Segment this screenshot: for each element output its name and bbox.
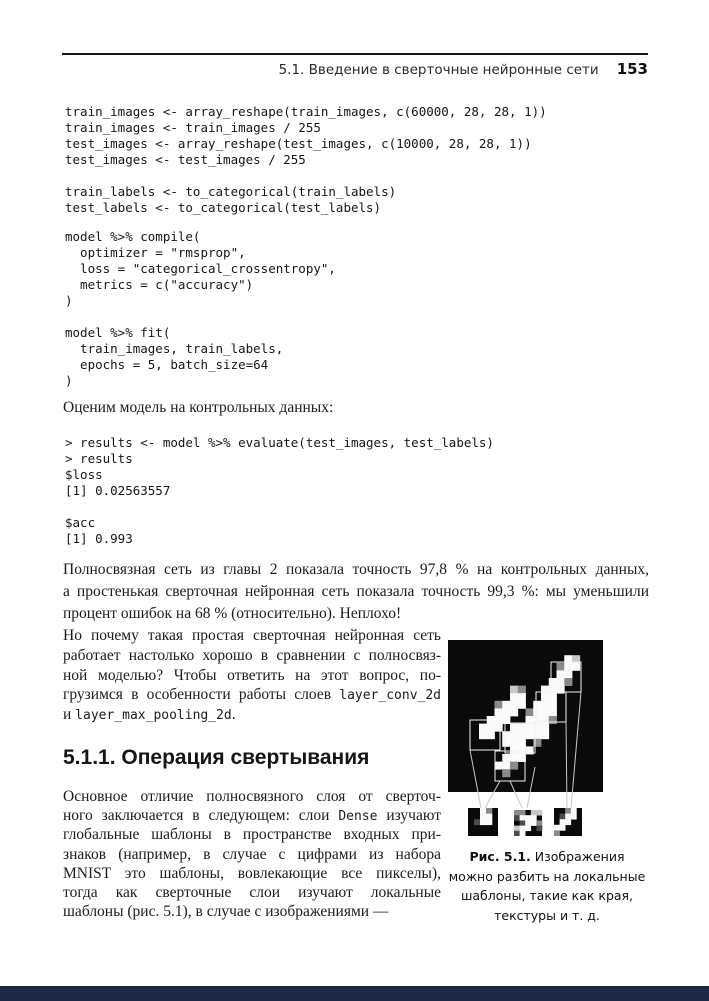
figure-caption: Рис. 5.1. Изображения можно разбить на локальные шаблоны, такие как края, текстуры и т. д. bbox=[448, 849, 646, 923]
running-head: 5.1. Введение в сверточные нейронные сети bbox=[278, 62, 599, 78]
code-block-evaluate-output: > results <- model %>% evaluate(test_images, test_labels) > results $loss [1] 0.02563557 $acc [1] 0.993 bbox=[65, 435, 494, 546]
section-heading: 5.1.1. Операция свертывания bbox=[63, 745, 370, 769]
para-accuracy: Полносвязная сеть из главы 2 показала точность 97,8 % на контрольных данных, а простенькая сверточная нейронная сеть показала точность 99,3 %: мы уменьшили процент ошибок на 68 % (относительно). Неплохо! bbox=[63, 561, 649, 622]
code-block-preprocessing: train_images <- array_reshape(train_images, c(60000, 28, 28, 1)) train_images <- train_images / 255 test_images <- array_reshape(test_images, c(10000, 28, 28, 1)) test_images <- test_images / 255 train_labels <- to_categorical(train_labels) test_labels <- to_categorical(test_labels) bbox=[65, 104, 547, 215]
para-dense-vs-conv: Основное отличие полносвязного слоя от сверточ- ного заключается в следующем: слои Dense изучают глобальные шаблоны в пространстве входных при- знаков (например, в случае с цифрами из набора MNIST это шаблоны, вовлекающие все пикселы), тогда как сверточные слои изучают локальные шаблоны (рис. 5.1), в случае с изображениями — bbox=[63, 787, 441, 921]
bottom-bar bbox=[0, 986, 709, 1001]
figure-5-1-mnist-image bbox=[448, 640, 648, 836]
text-column bbox=[63, 626, 441, 921]
code-block-compile-fit: model %>% compile( optimizer = "rmsprop", loss = "categorical_crossentropy", metrics = c("accuracy") ) model %>% fit( train_images, train_labels, epochs = 5, batch_size=64 ) bbox=[65, 229, 336, 388]
para-why-cnn: Но почему такая простая сверточная нейронная сеть работает настолько хорошо в сравнении с полносвяз- ной моделью? Чтобы ответить на этот вопрос, по- грузимся в особенности работы слоев layer_conv_2d и layer_max_pooling_2d. bbox=[63, 627, 441, 724]
page-number: 153 bbox=[616, 60, 648, 78]
para-evaluate: Оценим модель на контрольных данных: bbox=[63, 399, 334, 416]
page-header bbox=[62, 60, 648, 78]
header-rule bbox=[62, 53, 648, 55]
